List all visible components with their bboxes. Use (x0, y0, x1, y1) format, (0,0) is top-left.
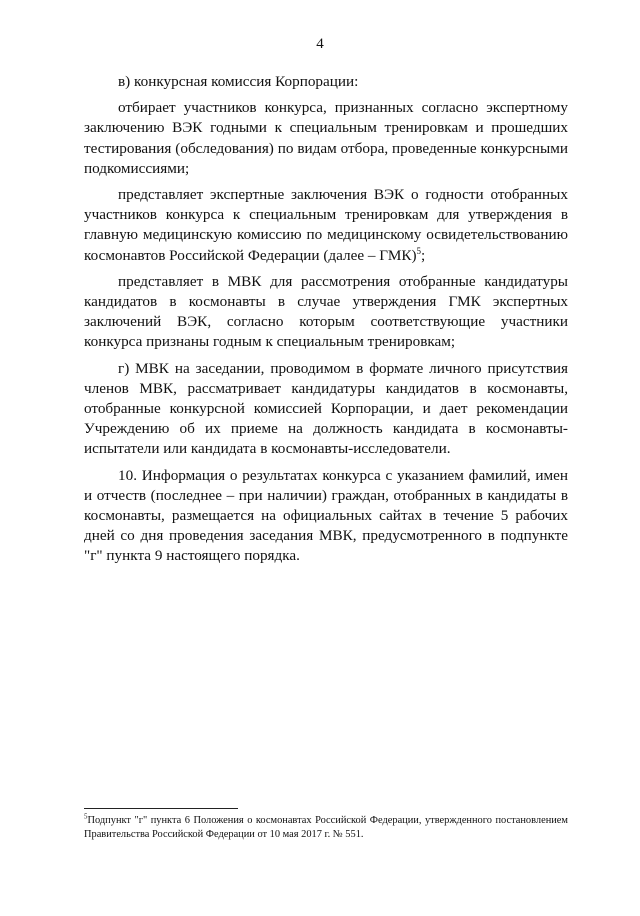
footnote (84, 814, 568, 842)
footnote-separator (84, 808, 238, 809)
paragraph-results-information: 10. Информация о результатах конкурса с указанием фамилий, имен и отчеств (последнее – при наличии) граждан, отобранных в кандидаты в космонавты, размещается на официальных сайтах в течение 5 рабочих дней со дня проведения заседания МВК, предусмотренного в подпункте "г" пункта 9 настоящего порядка. (84, 466, 568, 565)
footnote-reference: 5 (416, 245, 422, 256)
paragraph-selects-participants: отбирает участников конкурса, признанных согласно экспертному заключению ВЭК годными к специальным тренировкам и прошедших тестирования (обследования) по видам отбора, проведенные конкурсными подкомиссиями; (84, 99, 568, 177)
paragraph-mvk-meeting: г) МВК на заседании, проводимом в формате личного присутствия членов МВК, рассматривает кандидатуры кандидатов в космонавты, отобранные конкурсной комиссией Корпорации, и дает рекомендации Учреждению об их приеме на должность кандидата в космонавты-испытатели или кандидата в космонавты-исследователи. (84, 359, 568, 458)
paragraph-commission-heading: в) конкурсная комиссия Корпорации: (118, 73, 359, 90)
footnote-reference-suffix: ; (421, 246, 426, 264)
paragraph-submits-to-mvk: представляет в МВК для рассмотрения отобранные кандидатуры кандидатов в космонавты в случае утверждения ГМК экспертных заключений ВЭК, согласно которым соответствующие участники конкурса признаны годным к специальным тренировкам; (84, 272, 568, 351)
page-number: 4 (316, 36, 324, 52)
paragraph-submits-conclusions-text: представляет экспертные заключения ВЭК о годности отобранных участников конкурса к специальным тренировкам для утверждения в главную медицинскую комиссию по медицинскому освидетельствованию космонавтов Российской Федерации (далее – ГМК) (84, 186, 568, 264)
footnote-text: Подпункт "г" пункта 6 Положения о космонавтах Российской Федерации, утвержденного постановлением Правительства Российской Федерации от 10 мая 2017 г. № 551. (84, 815, 568, 840)
footnote-number: 5 (84, 812, 88, 821)
footnote-paragraph (84, 814, 568, 842)
document-body (84, 72, 568, 567)
paragraph-submits-conclusions (84, 185, 568, 266)
